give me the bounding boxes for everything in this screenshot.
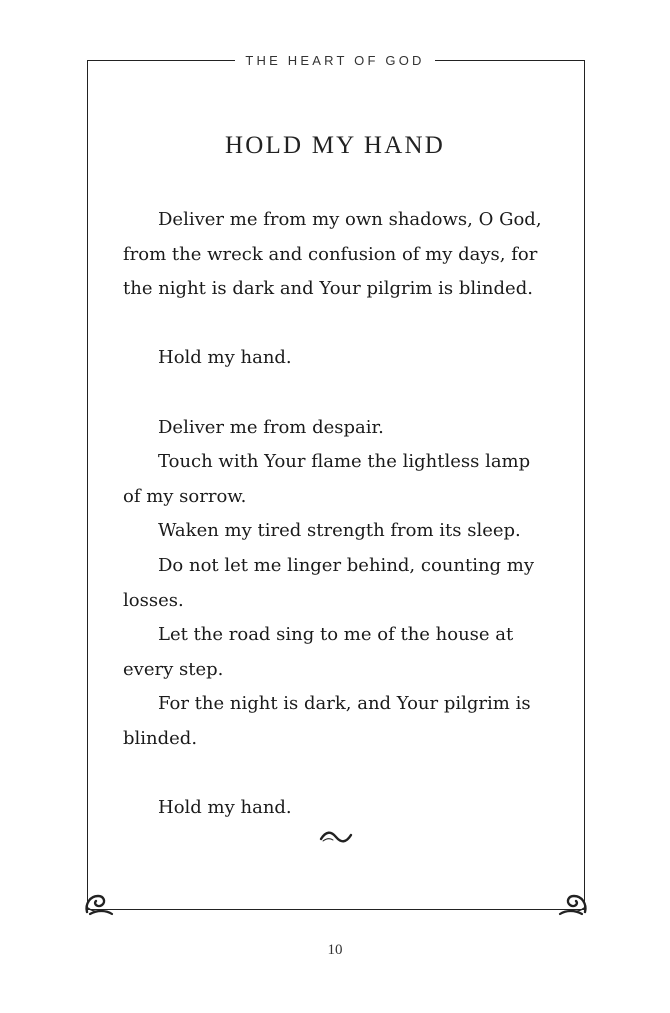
paragraph: For the night is dark, and Your pilgrim is blinded.	[123, 693, 531, 749]
scroll-corner-ornament-icon	[82, 884, 116, 918]
paragraph: Hold my hand.	[158, 347, 292, 369]
swash-ornament-icon	[318, 826, 354, 846]
paragraph: Do not let me linger behind, counting my losses.	[123, 554, 535, 611]
page-title: HOLD MY HAND	[225, 132, 445, 159]
page-number: 10	[327, 942, 343, 958]
paragraph: Waken my tired strength from its sleep.	[158, 520, 521, 542]
paragraph: Let the road sing to me of the house at every step.	[123, 624, 514, 680]
running-head-text: THE HEART OF GOD	[235, 53, 434, 68]
paragraph: Deliver me from my own shadows, O God, from the wreck and confusion of my days, for the night is dark and Your pilgrim is blinded.	[123, 209, 542, 300]
scroll-corner-ornament-icon	[556, 884, 590, 918]
paragraph: Hold my hand.	[158, 797, 292, 819]
prayer-body	[123, 203, 548, 826]
paragraph: Deliver me from despair.	[158, 416, 384, 438]
paragraph: Touch with Your flame the lightless lamp of my sorrow.	[123, 451, 531, 507]
